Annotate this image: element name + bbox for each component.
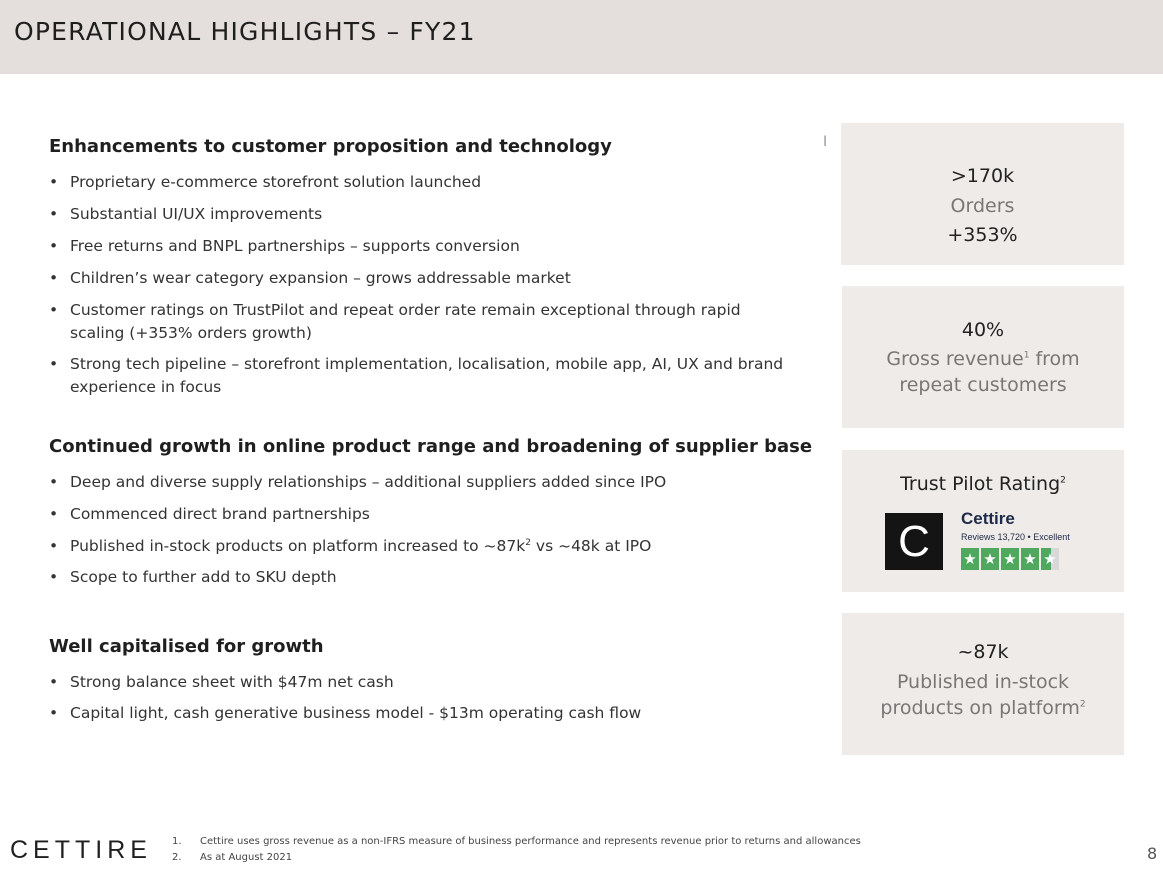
repeat-label-line2: repeat customers — [899, 374, 1067, 396]
cettire-logo-icon: C — [885, 513, 943, 570]
orders-value: >170k — [950, 165, 1015, 187]
star-icon: ★ — [981, 548, 999, 570]
list-item: • Scope to further add to SKU depth — [49, 566, 799, 589]
bullet-icon: • — [49, 205, 59, 223]
list-item: • Substantial UI/UX improvements — [49, 203, 799, 226]
bullet-icon: • — [49, 537, 59, 555]
star-icon: ★ — [961, 548, 979, 570]
text-cursor-icon: I — [823, 134, 828, 150]
list-item: • Customer ratings on TrustPilot and repeat order rate remain exceptional through rapid scaling (+353% orders growth) — [49, 301, 741, 342]
trustpilot-card — [842, 450, 1124, 592]
section-heading-capital: Well capitalised for growth — [49, 636, 324, 657]
page-title: OPERATIONAL HIGHLIGHTS – FY21 — [14, 17, 476, 46]
bullet-icon: • — [49, 704, 59, 722]
trustpilot-title: Trust Pilot Rating$^2$ — [900, 473, 1066, 495]
list-item: • Children’s wear category expansion – grows addressable market — [49, 267, 799, 290]
bullet-icon: • — [49, 505, 59, 523]
orders-card — [841, 123, 1124, 265]
products-label-line2: products on platform$^2$ — [880, 697, 1086, 719]
bullet-icon: • — [49, 355, 59, 373]
list-item: • Capital light, cash generative business model - $13m operating cash flow — [49, 702, 799, 725]
star-icon: ★ — [1001, 548, 1019, 570]
list-item: • Proprietary e-commerce storefront solution launched — [49, 171, 799, 194]
list-item: • Published in-stock products on platform increased to $\sim 87k^2$ vs ~48k at IPO — [49, 535, 799, 558]
repeat-label-line1: Gross revenue$^1$ from — [886, 348, 1080, 370]
cettire-wordmark: CETTIRE — [10, 836, 152, 864]
list-item: • Strong tech pipeline – storefront implementation, localisation, mobile app, AI, UX and brand experience in focus — [49, 355, 784, 396]
header-bar — [0, 0, 1163, 74]
star-icon: ★ — [1021, 548, 1039, 570]
list-item: • Commenced direct brand partnerships — [49, 503, 799, 526]
list-item: • Deep and diverse supply relationships – additional suppliers added since IPO — [49, 471, 799, 494]
trustpilot-brand: Cettire — [961, 509, 1015, 528]
bullet-icon: • — [49, 237, 59, 255]
products-card — [842, 613, 1124, 755]
repeat-revenue-card — [842, 286, 1124, 428]
products-value: ~87k — [957, 641, 1009, 663]
section-heading-product-range: Continued growth in online product range and broadening of supplier base — [49, 436, 813, 457]
bullet-icon: • — [49, 673, 59, 691]
list-item: • Strong balance sheet with $47m net cash — [49, 671, 799, 694]
bullet-icon: • — [49, 301, 59, 319]
orders-growth: +353% — [947, 224, 1018, 246]
page-number: 8 — [1147, 844, 1158, 863]
orders-label: Orders — [950, 195, 1015, 217]
trustpilot-reviews: Reviews 13,720 • Excellent — [961, 532, 1070, 542]
repeat-value: 40% — [961, 319, 1005, 341]
bullet-icon: • — [49, 568, 59, 586]
list-item: • Free returns and BNPL partnerships – supports conversion — [49, 235, 799, 258]
products-label-line1: Published in-stock — [896, 671, 1070, 693]
half-star-icon: ★ — [1041, 548, 1059, 570]
section-heading-technology: Enhancements to customer proposition and technology — [49, 136, 612, 157]
bullet-icon: • — [49, 173, 59, 191]
bullet-icon: • — [49, 473, 59, 491]
bullet-icon: • — [49, 269, 59, 287]
